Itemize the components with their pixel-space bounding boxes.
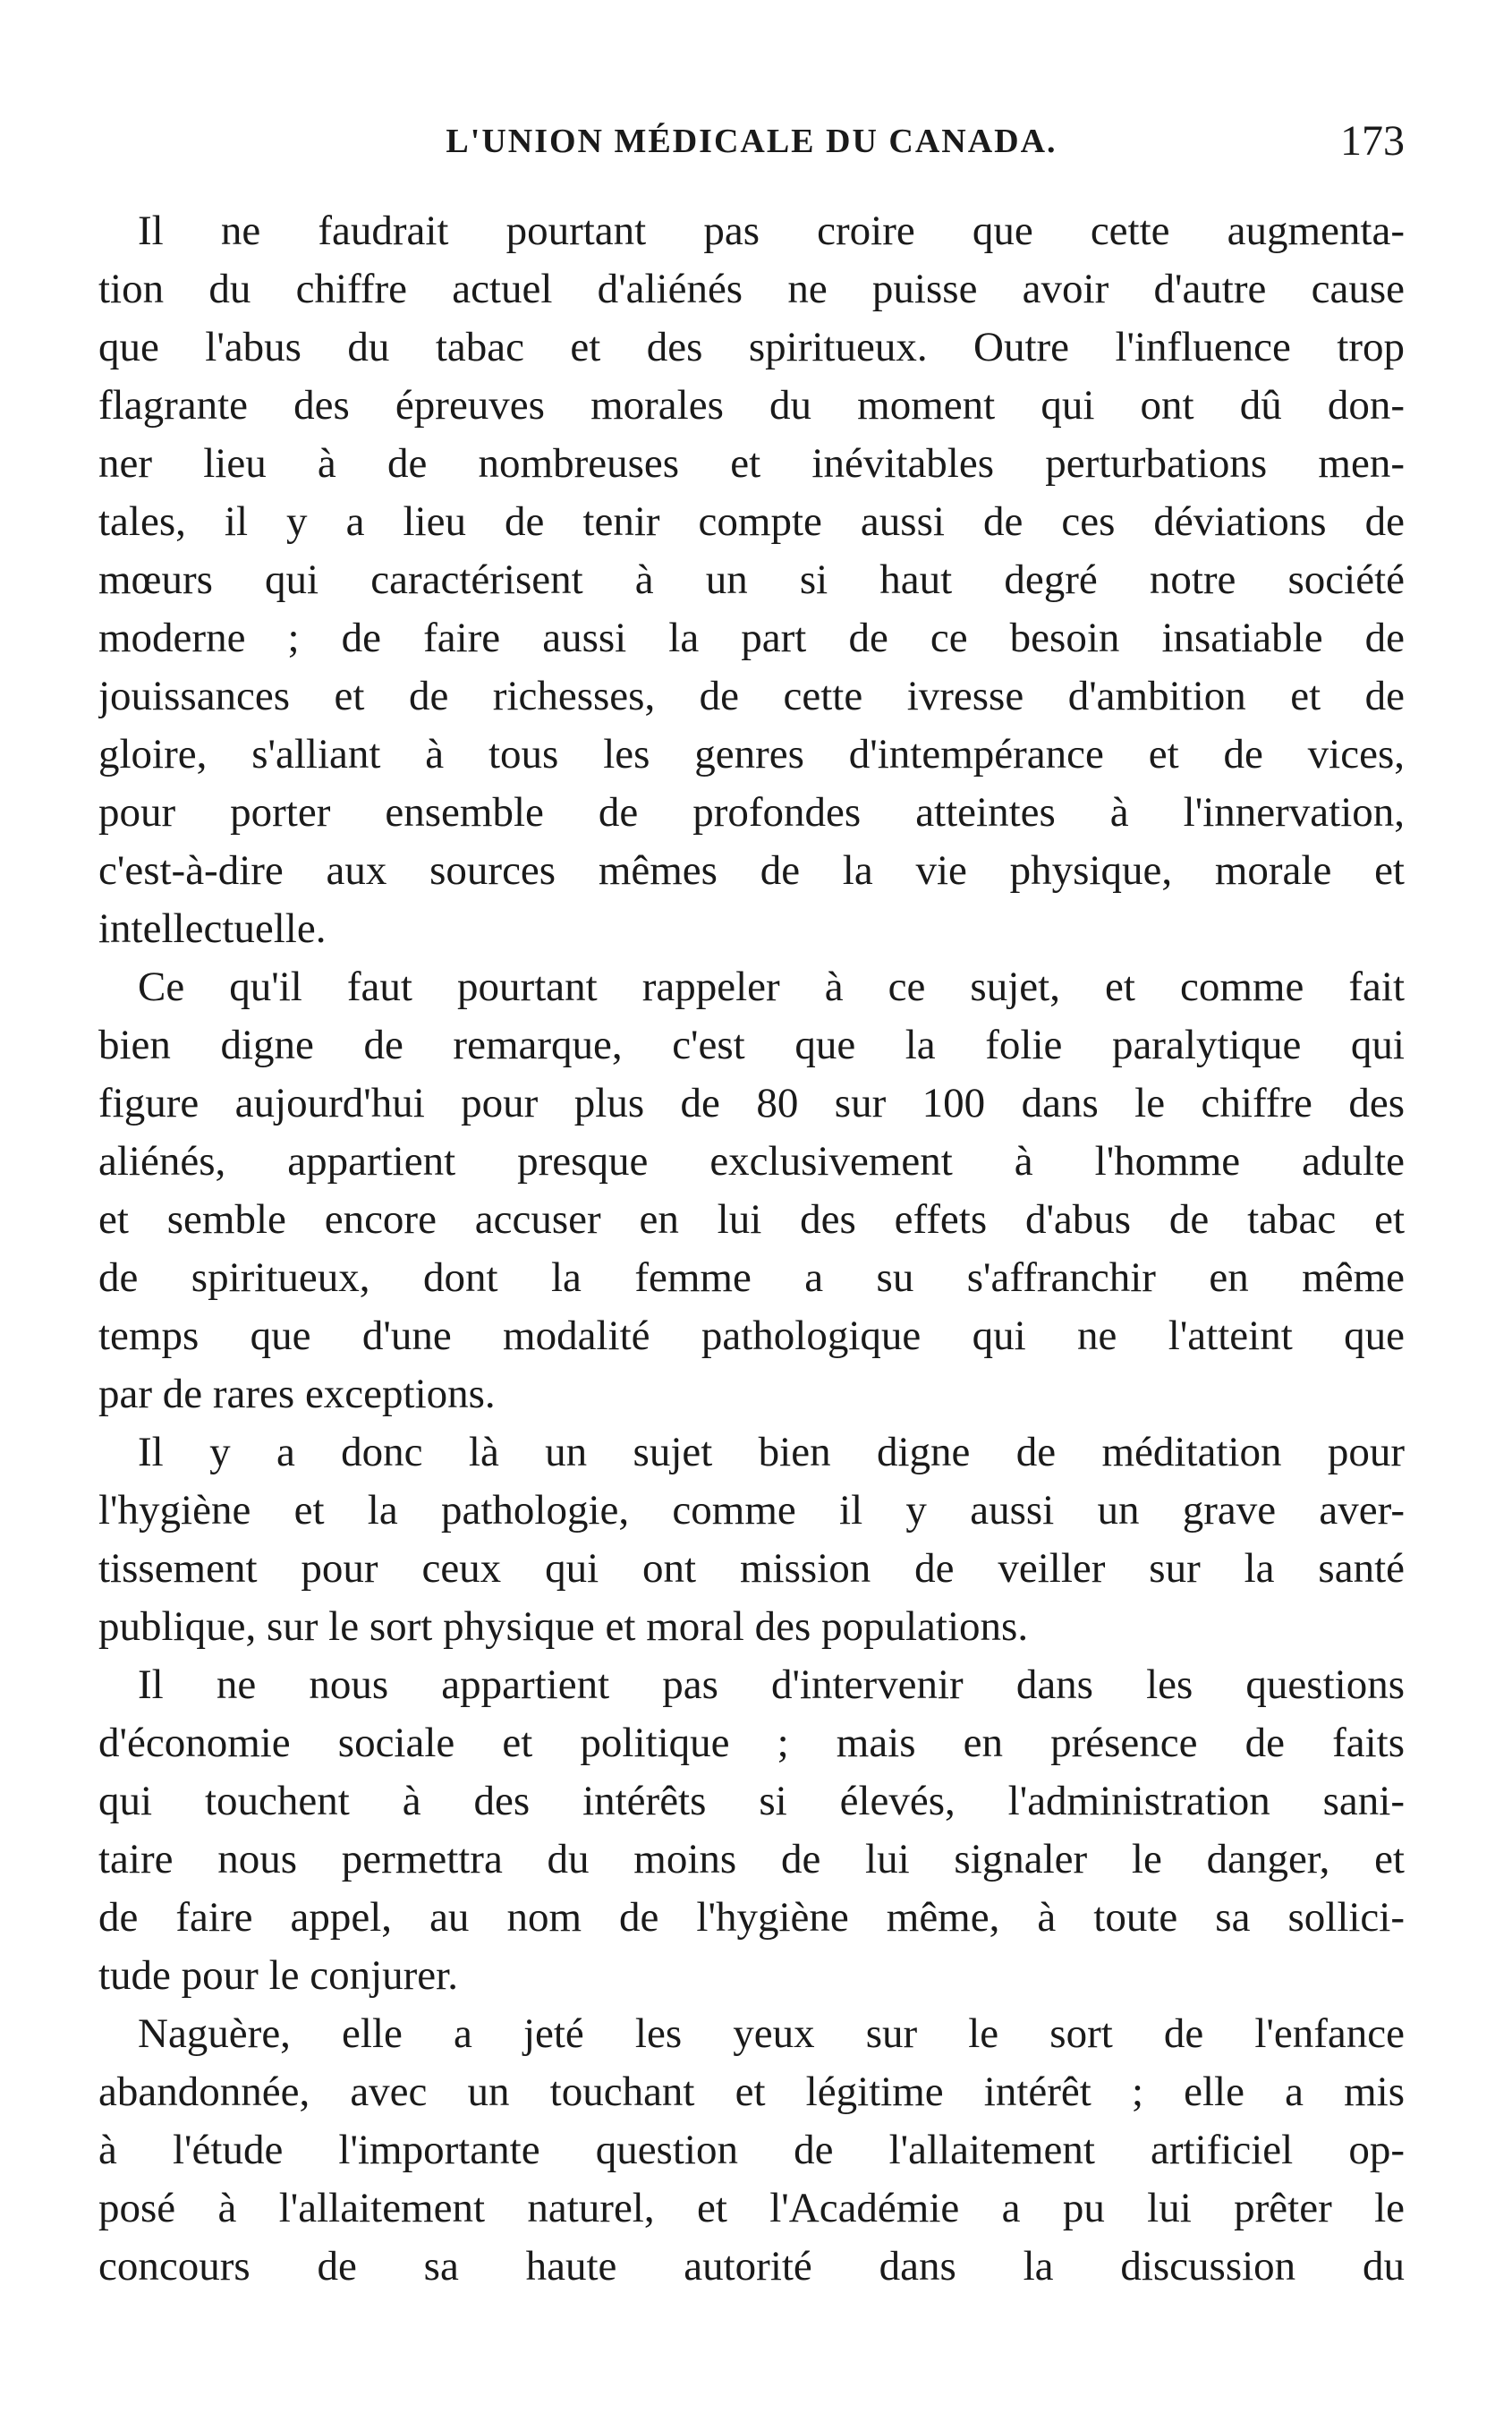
text-line: jouissances et de richesses, de cette ivresse d'ambition et de	[98, 673, 1405, 719]
running-head	[98, 116, 1405, 170]
text-line: flagrante des épreuves morales du moment qui ont dû don-	[98, 382, 1405, 429]
paragraph	[98, 1423, 1405, 1656]
paragraph	[98, 202, 1405, 958]
text-line: intellectuelle.	[98, 905, 327, 952]
text-line: tissement pour ceux qui ont mission de veiller sur la santé	[98, 1545, 1405, 1592]
text-line: gloire, s'alliant à tous les genres d'intempérance et de vices,	[98, 731, 1405, 777]
text-line: à l'étude l'importante question de l'allaitement artificiel op-	[98, 2127, 1405, 2173]
text-line: par de rares exceptions.	[98, 1371, 496, 1417]
text-line: pour porter ensemble de profondes atteintes à l'innervation,	[98, 789, 1405, 836]
text-line: bien digne de remarque, c'est que la folie paralytique qui	[98, 1022, 1405, 1068]
text-line: de faire appel, au nom de l'hygiène même, à toute sa sollici-	[98, 1894, 1405, 1941]
paragraph	[98, 958, 1405, 1423]
page-number: 173	[1340, 117, 1405, 165]
text-line: Ce qu'il faut pourtant rappeler à ce sujet, et comme fait	[138, 964, 1405, 1010]
text-line: Il ne nous appartient pas d'intervenir dans les questions	[138, 1661, 1405, 1708]
text-line: qui touchent à des intérêts si élevés, l'administration sani-	[98, 1778, 1405, 1824]
text-line: et semble encore accuser en lui des effets d'abus de tabac et	[98, 1196, 1405, 1243]
text-line: concours de sa haute autorité dans la discussion du	[98, 2243, 1405, 2290]
paragraph	[98, 2005, 1405, 2296]
text-line: abandonnée, avec un touchant et légitime intérêt ; elle a mis	[98, 2069, 1405, 2115]
text-line: mœurs qui caractérisent à un si haut degré notre société	[98, 557, 1405, 603]
text-line: de spiritueux, dont la femme a su s'affranchir en même	[98, 1254, 1405, 1301]
text-line: tion du chiffre actuel d'aliénés ne puisse avoir d'autre cause	[98, 266, 1405, 312]
text-line: l'hygiène et la pathologie, comme il y aussi un grave aver-	[98, 1487, 1405, 1534]
text-line: Il y a donc là un sujet bien digne de méditation pour	[138, 1429, 1405, 1475]
text-line: tales, il y a lieu de tenir compte aussi de ces déviations de	[98, 498, 1405, 545]
paragraph	[98, 1656, 1405, 2005]
text-line: figure aujourd'hui pour plus de 80 sur 100 dans le chiffre des	[98, 1080, 1405, 1126]
running-title: L'UNION MÉDICALE DU CANADA.	[446, 123, 1058, 160]
text-line: temps que d'une modalité pathologique qui ne l'atteint que	[98, 1313, 1405, 1359]
text-line: publique, sur le sort physique et moral des populations.	[98, 1603, 1029, 1650]
text-line: moderne ; de faire aussi la part de ce besoin insatiable de	[98, 615, 1405, 661]
text-line: taire nous permettra du moins de lui signaler le danger, et	[98, 1836, 1405, 1882]
text-line: tude pour le conjurer.	[98, 1952, 458, 1999]
text-line: posé à l'allaitement naturel, et l'Académie a pu lui prêter le	[98, 2185, 1405, 2231]
text-line: Il ne faudrait pourtant pas croire que cette augmenta-	[138, 208, 1405, 254]
text-line: Naguère, elle a jeté les yeux sur le sort de l'enfance	[138, 2010, 1405, 2057]
body-text	[98, 202, 1405, 2296]
text-line: c'est-à-dire aux sources mêmes de la vie physique, morale et	[98, 847, 1405, 894]
text-line: ner lieu à de nombreuses et inévitables perturbations men-	[98, 440, 1405, 487]
text-line: d'économie sociale et politique ; mais en présence de faits	[98, 1720, 1405, 1766]
text-line: que l'abus du tabac et des spiritueux. Outre l'influence trop	[98, 324, 1405, 370]
text-line: aliénés, appartient presque exclusivement à l'homme adulte	[98, 1138, 1405, 1185]
